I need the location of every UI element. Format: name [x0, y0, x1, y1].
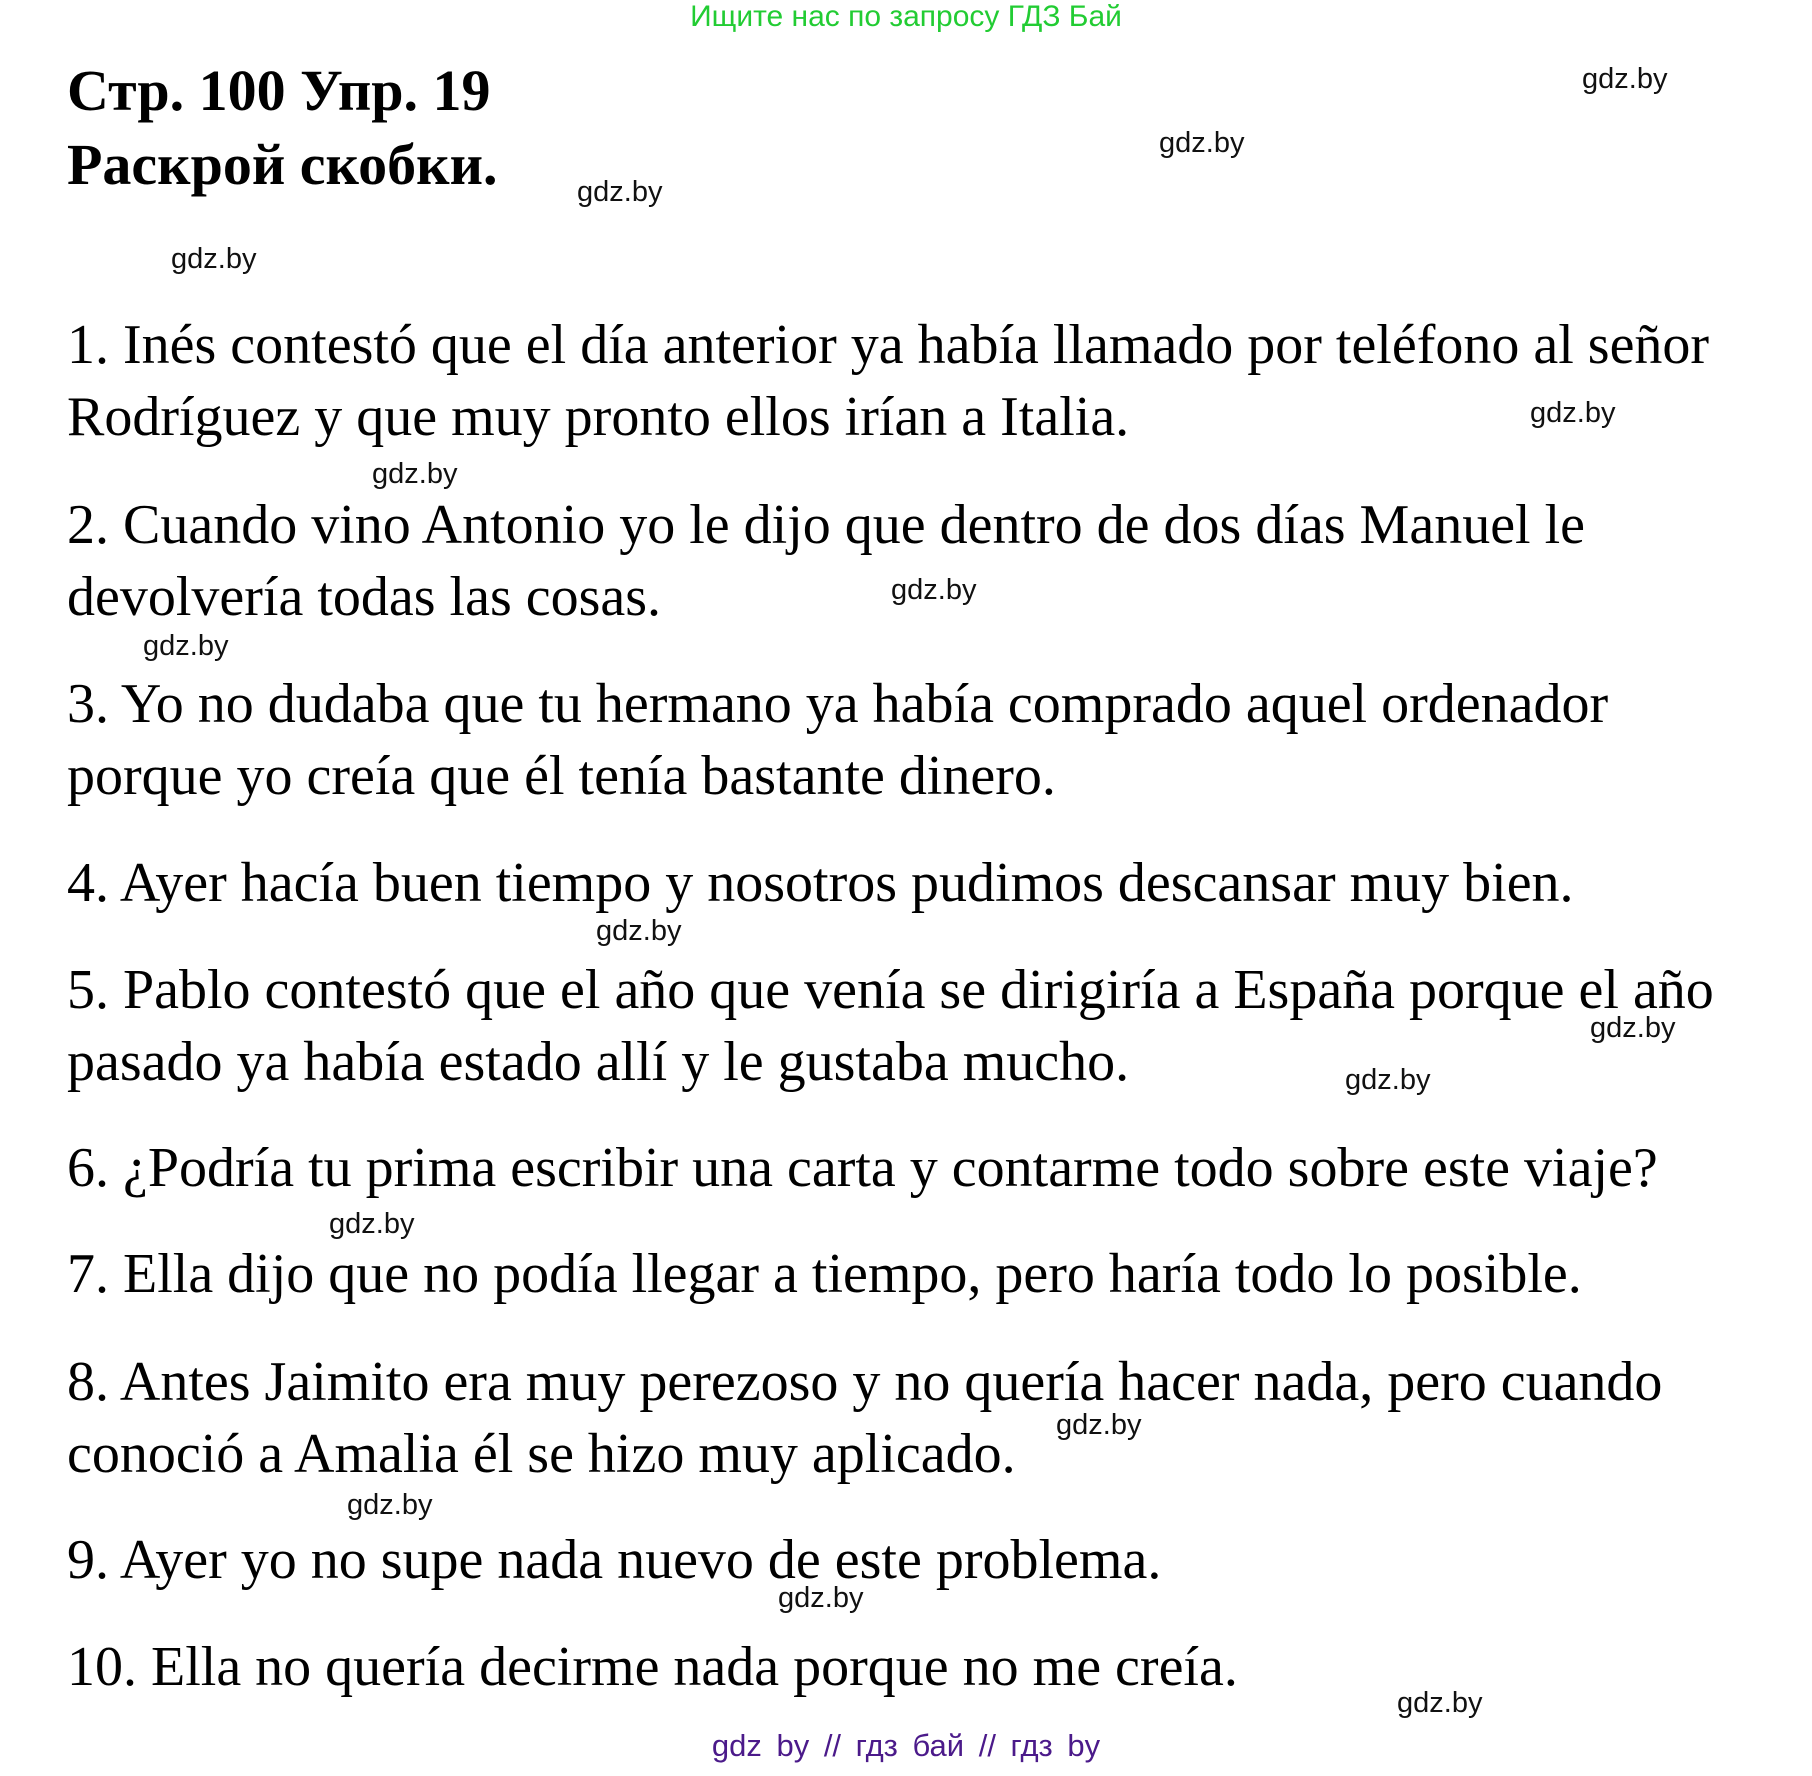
sentence-line: 3. Yo no dudaba que tu hermano ya había comprado aquel ordenador	[67, 673, 1609, 735]
sentence-line: 4. Ayer hacía buen tiempo y nosotros pudimos descansar muy bien.	[67, 852, 1574, 914]
sentence-line: 6. ¿Podría tu prima escribir una carta y contarme todo sobre este viaje?	[67, 1137, 1658, 1199]
watermark: gdz.by	[1530, 397, 1616, 429]
sentence-line: 5. Pablo contestó que el año que venía se dirigiría a España porque el año	[67, 959, 1714, 1021]
sentence-line: devolvería todas las cosas.	[67, 566, 662, 628]
page-title: Стр. 100 Упр. 19	[67, 58, 491, 123]
sentence-line: porque yo creía que él tenía bastante dinero.	[67, 745, 1056, 807]
sentence-line: 9. Ayer yo no supe nada nuevo de este problema.	[67, 1529, 1162, 1591]
sentence-line: pasado ya había estado allí y le gustaba mucho.	[67, 1031, 1130, 1093]
watermark: gdz.by	[778, 1582, 864, 1614]
watermark: gdz.by	[372, 458, 458, 490]
sentence-line: 7. Ella dijo que no podía llegar a tiempo, pero haría todo lo posible.	[67, 1243, 1582, 1305]
watermark: gdz.by	[171, 243, 257, 275]
watermark: gdz.by	[577, 176, 663, 208]
watermark: gdz.by	[1345, 1064, 1431, 1096]
watermark: gdz.by	[1590, 1012, 1676, 1044]
sentence-line: Rodríguez y que muy pronto ellos irían a Italia.	[67, 386, 1130, 448]
exercise-instruction: Раскрой скобки.	[67, 132, 498, 197]
watermark: gdz.by	[329, 1208, 415, 1240]
watermark: gdz.by	[596, 915, 682, 947]
watermark: gdz.by	[143, 630, 229, 662]
watermark: gdz.by	[347, 1489, 433, 1521]
watermark: gdz.by	[1056, 1409, 1142, 1441]
sentence-line: 10. Ella no quería decirme nada porque no me creía.	[67, 1636, 1238, 1698]
sentence-line: 1. Inés contestó que el día anterior ya había llamado por teléfono al señor	[67, 314, 1710, 376]
watermark: gdz.by	[1397, 1687, 1483, 1719]
sentence-line: 2. Cuando vino Antonio yo le dijo que dentro de dos días Manuel le	[67, 494, 1586, 556]
watermark: gdz.by	[1159, 127, 1245, 159]
watermark: gdz.by	[891, 574, 977, 606]
footer-watermark: gdz by // гдз бай // гдз by	[711, 1728, 1101, 1763]
watermark: gdz.by	[1582, 63, 1668, 95]
sentence-line: 8. Antes Jaimito era muy perezoso y no quería hacer nada, pero cuando	[67, 1351, 1663, 1413]
sentence-line: conoció a Amalia él se hizo muy aplicado.	[67, 1423, 1016, 1485]
search-banner: Ищите нас по запросу ГДЗ Бай	[690, 0, 1122, 33]
